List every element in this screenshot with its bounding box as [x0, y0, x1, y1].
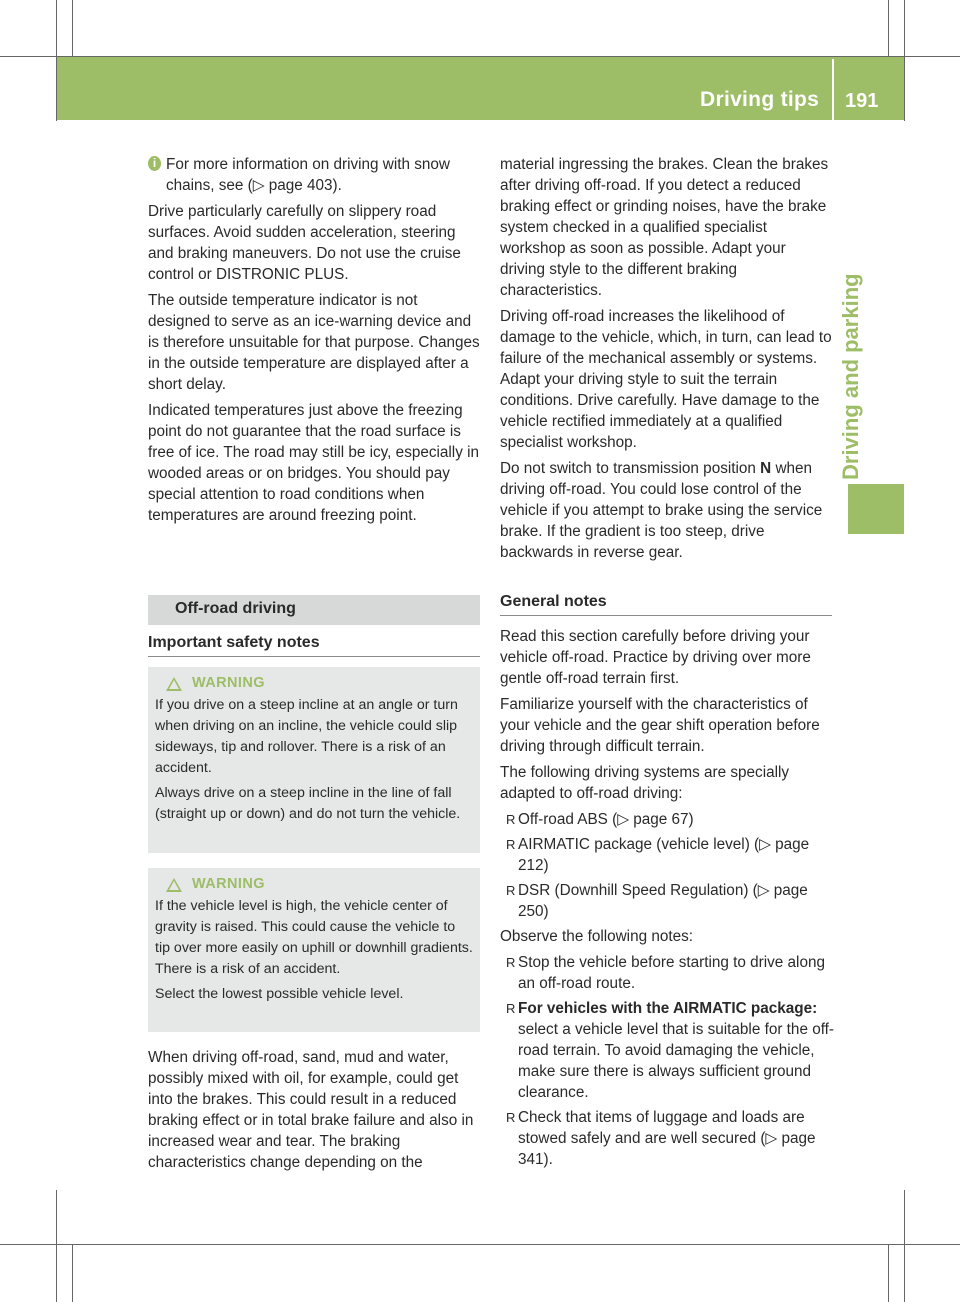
left-column-bottom	[148, 1047, 482, 1178]
paragraph: Read this section carefully before driving your vehicle off-road. Practice by driving over more gentle off-road terrain first.	[500, 628, 811, 687]
info-note-text: For more information on driving with snow chains, see (▷ page 403).	[166, 156, 450, 194]
observe-intro: Observe the following notes:	[500, 928, 694, 945]
crop-mark	[72, 1244, 73, 1302]
transmission-text: when driving off-road. You could lose control of the vehicle if you attempt to brake using the service brake. If the gradient is too steep, drive backwards in reverse gear.	[500, 460, 823, 561]
list-item: R DSR (Downhill Speed Regulation) (▷ page 250)	[500, 880, 836, 922]
list-item: R AIRMATIC package (vehicle level) (▷ page 212)	[500, 834, 836, 876]
info-note	[148, 154, 482, 196]
warning-box	[148, 868, 480, 1032]
paragraph: The outside temperature indicator is not designed to serve as an ice-warning device and is therefore unsuitable for that purpose. Changes in the outside temperature are displayed after a short delay.	[148, 292, 480, 393]
warning-header	[166, 673, 474, 694]
list-item	[500, 998, 836, 1103]
warning-triangle-icon	[166, 677, 182, 691]
crop-mark	[888, 1244, 889, 1302]
header-separator	[832, 59, 834, 120]
warning-text: If you drive on a steep incline at an angle or turn when driving on an incline, the vehicle could slip sideways, tip and rollover. There is a risk of an accident.	[155, 697, 458, 776]
page-number: 191	[845, 90, 879, 112]
side-tab-label: Driving and parking	[838, 273, 863, 480]
paragraph: Indicated temperatures just above the freezing point do not guarantee that the road surface is free of ice. The road may still be icy, especially in wooded areas or on bridges. You should pay special attention to road conditions when temperatures are around freezing point.	[148, 402, 480, 524]
transmission-paragraph	[500, 458, 834, 563]
side-tab-marker	[848, 484, 904, 534]
info-icon: i	[148, 156, 161, 171]
section-title: Off-road driving	[175, 600, 296, 617]
list-item-bold: For vehicles with the AIRMATIC package:	[518, 1000, 818, 1017]
notes-list	[500, 952, 836, 1170]
warning-text: If the vehicle level is high, the vehicle center of gravity is raised. This could cause the vehicle to tip over more easily on uphill or downhill gradients. There is a risk of an accident.	[155, 898, 473, 977]
paragraph: When driving off-road, sand, mud and water, possibly mixed with oil, for example, could get into the brakes. This could result in a reduced braking effect or in total brake failure and also in increased wear and tear. The braking characteristics change depending on the	[148, 1049, 474, 1171]
header-title: Driving tips	[700, 88, 820, 111]
crop-mark	[0, 1244, 960, 1245]
paragraph: Drive particularly carefully on slippery road surfaces. Avoid sudden acceleration, steering and braking maneuvers. Do not use the cruise control or DISTRONIC PLUS.	[148, 203, 461, 283]
left-column-top	[148, 154, 482, 531]
crop-mark	[72, 0, 73, 56]
right-column-bottom	[500, 626, 836, 1174]
crop-mark	[888, 0, 889, 56]
warning-box	[148, 667, 480, 853]
general-notes-title: General notes	[500, 593, 607, 610]
crop-mark	[56, 1190, 57, 1302]
warning-triangle-icon	[166, 878, 182, 892]
warning-label: WARNING	[192, 675, 265, 691]
list-item: R Off-road ABS (▷ page 67)	[500, 809, 836, 830]
list-item: R Stop the vehicle before starting to drive along an off-road route.	[500, 952, 836, 994]
paragraph: material ingressing the brakes. Clean the brakes after driving off-road. If you detect a reduced braking effect or grinding noises, have the brake system checked in a qualified specialist workshop as soon as possible. Adapt your driving style to the different braking characteristics.	[500, 156, 829, 299]
systems-list	[500, 809, 836, 922]
crop-mark	[904, 1190, 905, 1302]
general-notes-rule	[500, 615, 832, 616]
list-item-text: select a vehicle level that is suitable for the off-road terrain. To avoid damaging the vehicle, make sure there is always sufficient ground clearance.	[518, 1021, 835, 1101]
paragraph: Driving off-road increases the likelihood of damage to the vehicle, which, in turn, can lead to failure of the mechanical assembly or systems. Adapt your driving style to suit the terrain conditions. Drive carefully. Have damage to the vehicle rectified immediately at a qualified specialist workshop.	[500, 308, 832, 451]
warning-text: Always drive on a steep incline in the line of fall (straight up or down) and do not turn the vehicle.	[155, 785, 461, 822]
right-column-top	[500, 154, 834, 568]
subsection-rule	[148, 656, 480, 657]
crop-mark	[904, 0, 905, 121]
paragraph: The following driving systems are specially adapted to off-road driving:	[500, 764, 790, 802]
transmission-text: Do not switch to transmission position	[500, 460, 761, 477]
warning-label: WARNING	[192, 876, 265, 892]
warning-text: Select the lowest possible vehicle level.	[155, 986, 404, 1002]
list-item: R Check that items of luggage and loads are stowed safely and are well secured (▷ page 341).	[500, 1107, 836, 1170]
paragraph: Familiarize yourself with the characteristics of your vehicle and the gear shift operation before driving through difficult terrain.	[500, 696, 820, 755]
subsection-title: Important safety notes	[148, 634, 320, 651]
warning-header	[166, 874, 474, 895]
transmission-position: N	[760, 460, 772, 477]
